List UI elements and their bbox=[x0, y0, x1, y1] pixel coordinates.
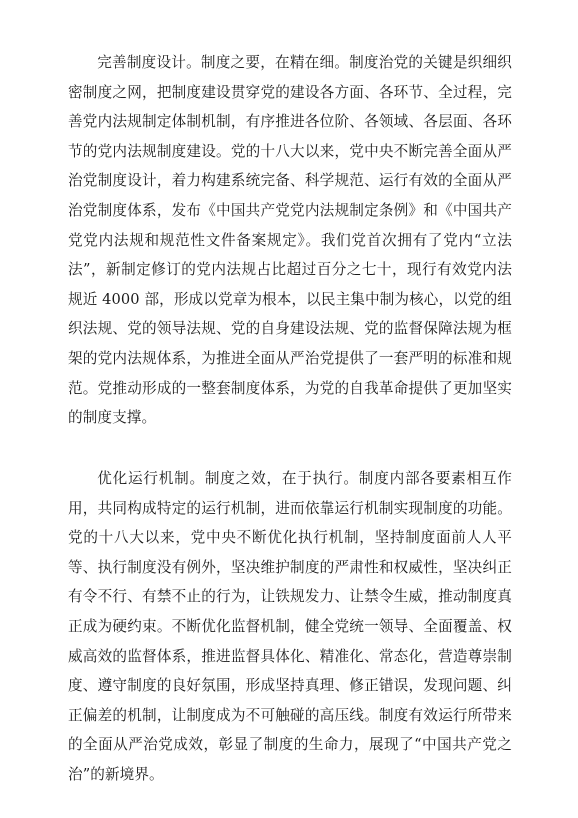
paragraph-operating-mechanism: 优化运行机制。制度之效，在于执行。制度内部各要素相互作用，共同构成特定的运行机制，进而依靠运行机制实现制度的功能。党的十八大以来，党中央不断优化执行机制，坚持制度面前人人平等、执行制度没有例外，坚决维护制度的严肃性和权威性，坚决纠正有令不行、有禁不止的行为，让铁规发力、让禁令生威，推动制度真正成为硬约束。不断优化监督机制，健全党统一领导、全面覆盖、权威高效的监督体系，推进监督具体化、精准化、常态化，营造尊崇制度、遵守制度的良好氛围，形成坚持真理、修正错误，发现问题、纠正偏差的机制，让制度成为不可触碰的高压线。制度有效运行所带来的全面从严治党成效，彰显了制度的生命力，展现了“中国共产党之治”的新境界。 bbox=[68, 470, 512, 783]
paragraph-institutional-design: 完善制度设计。制度之要，在精在细。制度治党的关键是织细织密制度之网，把制度建设贯穿党的建设各方面、各环节、全过程，完善党内法规制定体制机制，有序推进各位阶、各领域、各层面、各环节的党内法规制度建设。党的十八大以来，党中央不断完善全面从严治党制度设计，着力构建系统完备、科学规范、运行有效的全面从严治党制度体系，发布《中国共产党党内法规制定条例》和《中国共产党党内法规和规范性文件备案规定》。我们党首次拥有了党内“立法法”，新制定修订的党内法规占比超过百分之七十，现行有效党内法规近 4000 部，形成以党章为根本，以民主集中制为核心，以党的组织法规、党的领导法规、党的自身建设法规、党的监督保障法规为框架的党内法规体系，为推进全面从严治党提供了一套严明的标准和规范。党推动形成的一整套制度体系，为党的自我革命提供了更加坚实的制度支撑。 bbox=[68, 54, 512, 427]
